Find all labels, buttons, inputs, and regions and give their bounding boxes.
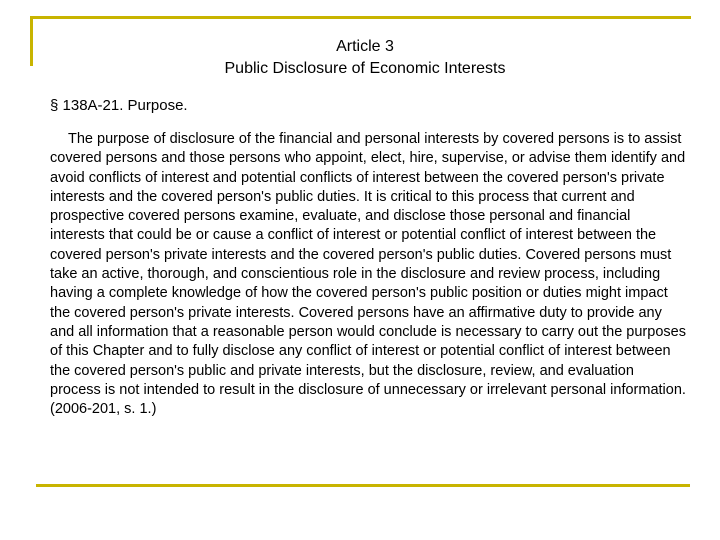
article-title: Public Disclosure of Economic Interests — [224, 60, 506, 77]
body-paragraph: The purpose of disclosure of the financial and personal interests by covered persons is to assist covered persons and those persons who appoint, elect, hire, supervise, or advise them identify and avoid conflicts of interest and potential conflicts of interest between the covered person's private interests and the covered person's public duties. It is critical to this process that current and prospective covered persons examine, evaluate, and disclose those personal and financial interests that could be or cause a conflict of interest or potential conflict of interest between the covered person's private interests and the covered person's public duties. Covered persons must take an active, thorough, and conscientious role in the disclosure and review process, including having a complete knowledge of how the covered person's public position or duties might impact the covered person's private interests. Covered persons have an affirmative duty to provide any and all information that a reasonable person would conclude is necessary to carry out the purposes of this Chapter and to fully disclose any conflict of interest or potential conflict of interest between the covered person's public and private interests, but the disclosure, review, and evaluation process is not intended to result in the disclosure of unnecessary or irrelevant personal information. (2006‑201, s. 1.) — [50, 131, 686, 418]
bottom-rule — [36, 484, 690, 487]
top-rule — [30, 16, 691, 19]
section-heading: § 138A‑21. Purpose. — [50, 97, 188, 114]
article-number: Article 3 — [336, 38, 394, 55]
left-rule — [30, 16, 33, 66]
title-block — [40, 36, 690, 80]
